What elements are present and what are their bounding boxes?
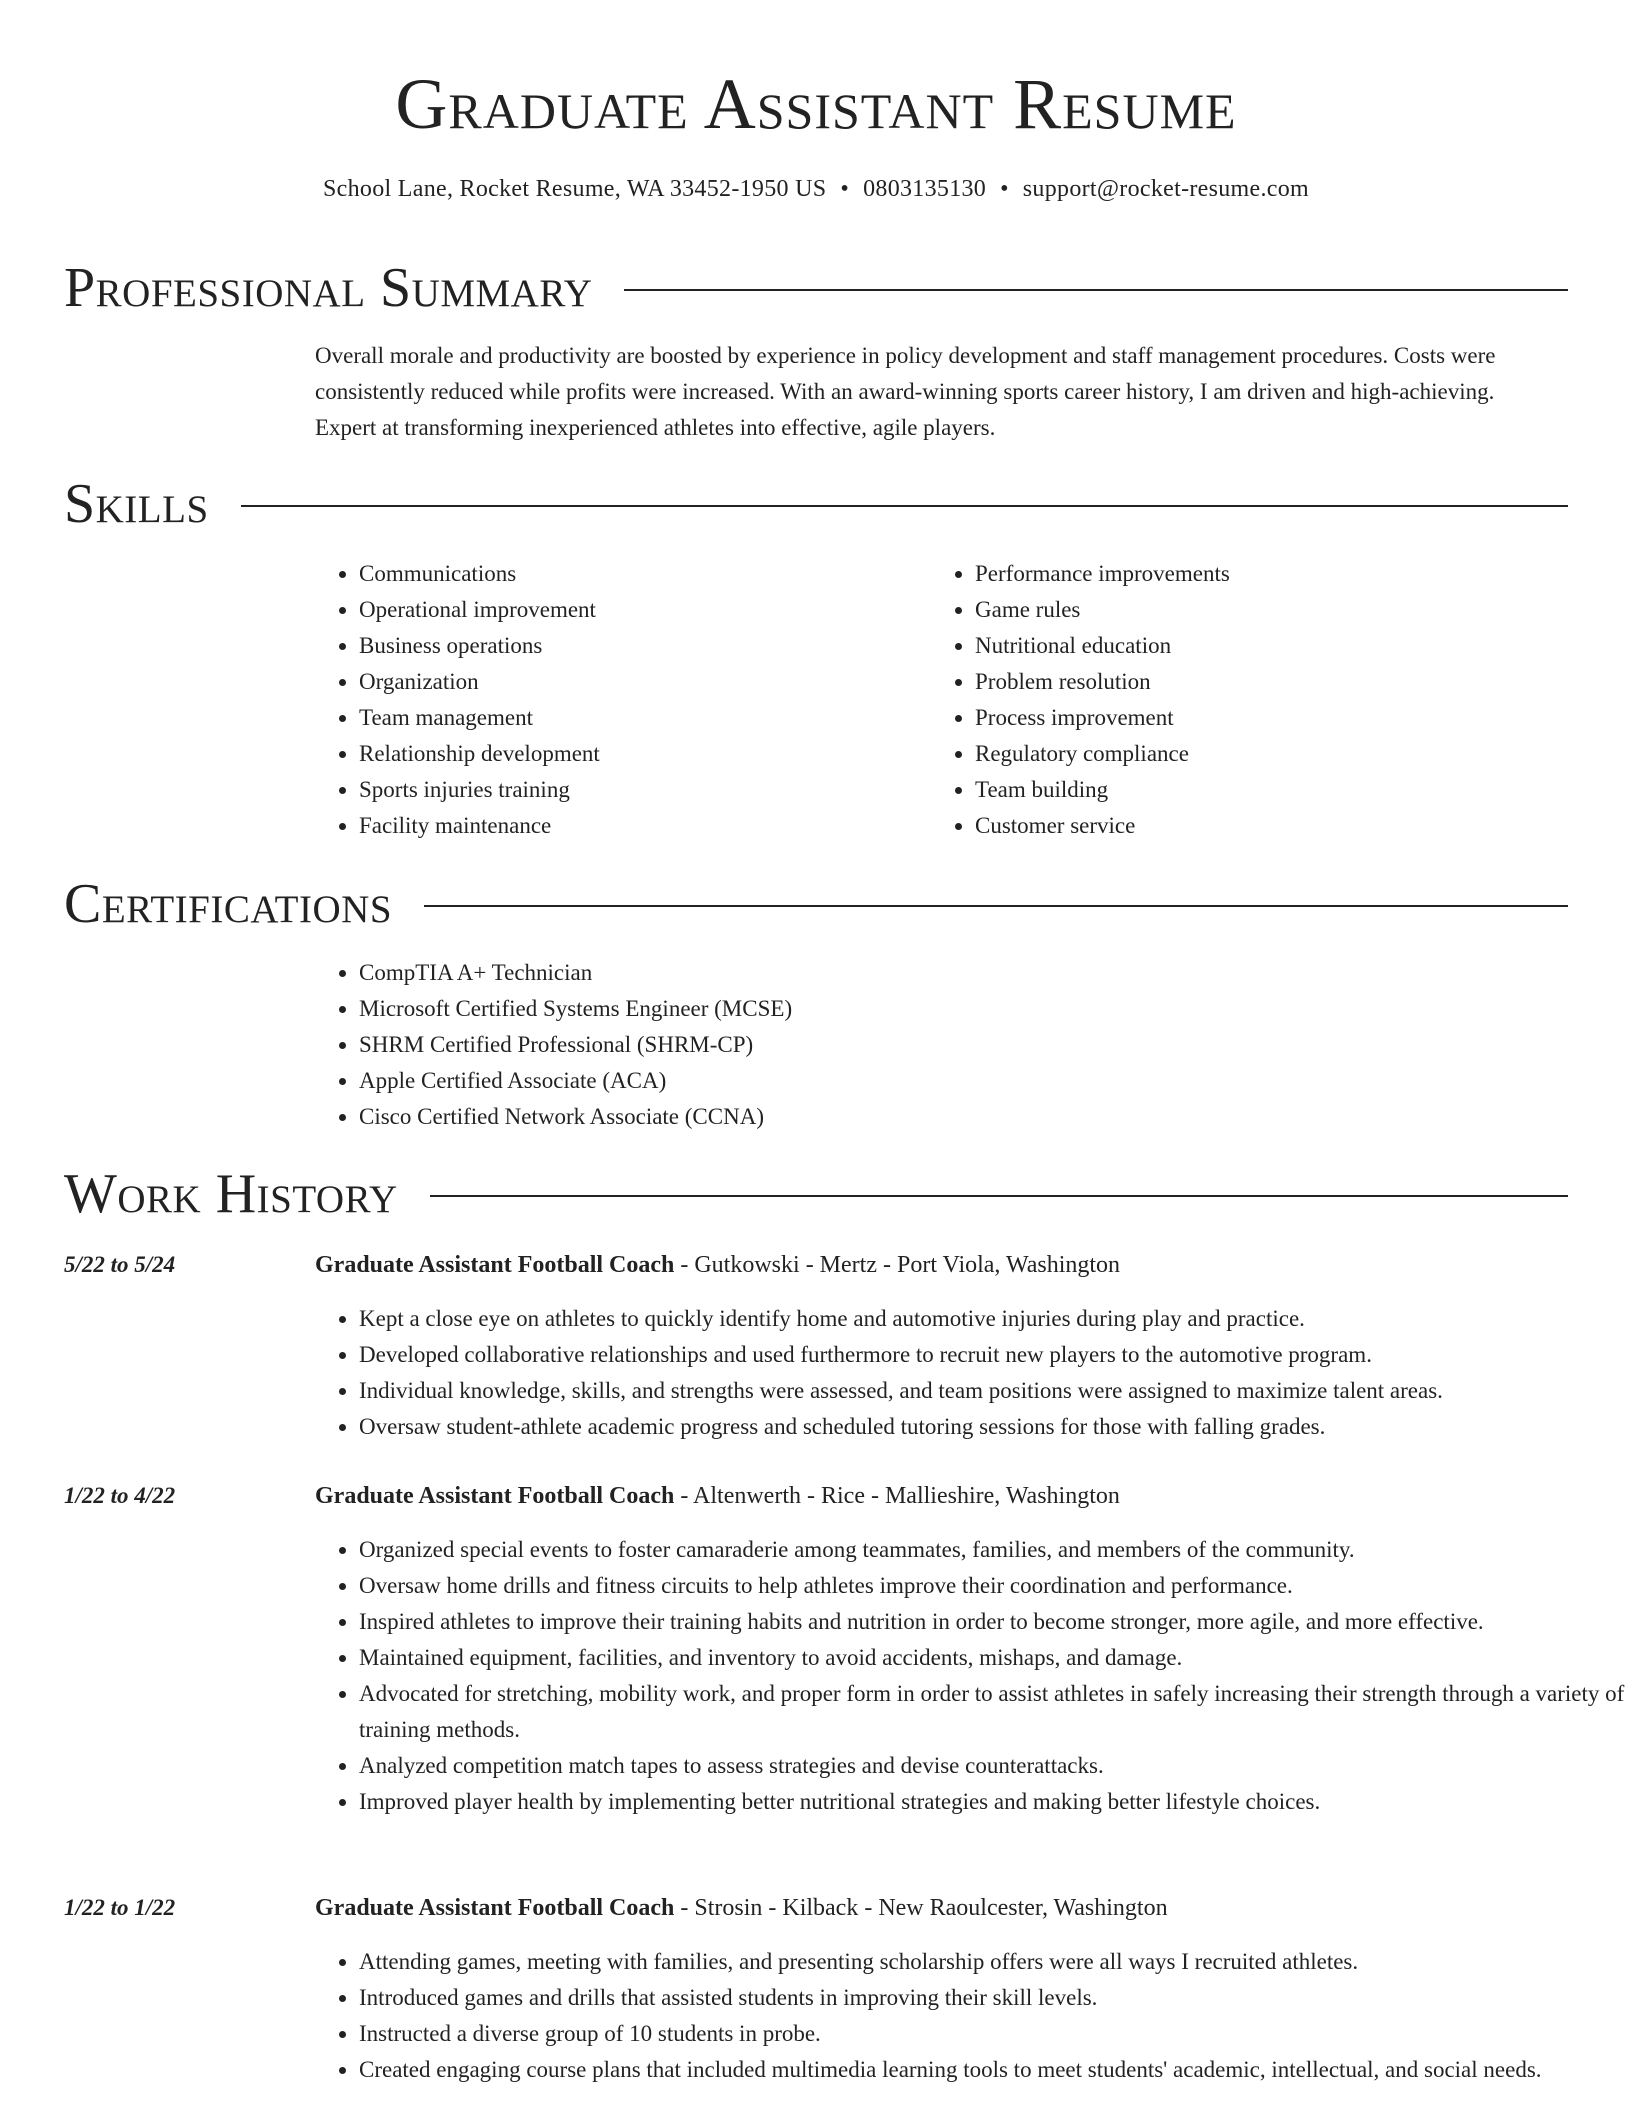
job-heading [315,1478,1120,1514]
job-bullet: • Kept a close eye on athletes to quickly identify home and automotive injuries during play and practice. [359,1301,1632,1337]
skill-item: • Customer service [975,808,1230,844]
skill-item: • Regulatory compliance [975,736,1230,772]
job-bullet: • Developed collaborative relationships and used furthermore to recruit new players to the automotive program. [359,1337,1632,1373]
job-bullet: • Oversaw home drills and fitness circuits to help athletes improve their coordination and performance. [359,1568,1632,1604]
job-title: Graduate Assistant Football Coach [315,1895,675,1921]
summary-heading: Professional Summary [64,257,593,319]
job-bullet: • Improved player health by implementing better nutritional strategies and making better lifestyle choices. [359,1784,1632,1820]
job-bullets [315,1532,1632,1820]
skills-list-left [315,556,600,844]
job-employer: - Altenwerth - Rice - Mallieshire, Washington [674,1483,1120,1509]
job-title: Graduate Assistant Football Coach [315,1483,675,1509]
section-divider [624,289,1568,291]
skill-item: • Team management [359,700,600,736]
summary-section-header [64,253,1568,323]
job-heading [315,1890,1168,1926]
job-dates: 1/22 to 1/22 [64,1895,176,1920]
certification-item: • SHRM Certified Professional (SHRM-CP) [359,1027,792,1063]
section-divider [430,1195,1568,1197]
job-bullet: • Analyzed competition match tapes to assess strategies and devise counterattacks. [359,1748,1632,1784]
job-bullet: • Inspired athletes to improve their training habits and nutrition in order to become stronger, more agile, and more effective. [359,1604,1632,1640]
skill-item: • Performance improvements [975,556,1230,592]
skills-section-header [64,469,1568,539]
certifications-heading: Certifications [64,873,393,935]
contact-separator: • [1000,176,1009,202]
job-heading [315,1247,1120,1283]
contact-phone: 0803135130 [863,176,987,202]
job-bullet: • Organized special events to foster camaraderie among teammates, families, and members of the community. [359,1532,1632,1568]
certifications-section-header [64,869,1568,939]
contact-separator: • [840,176,850,202]
job-bullet: • Introduced games and drills that assisted students in improving their skill levels. [359,1980,1632,2016]
skills-list-right [931,556,1230,844]
work-history-heading: Work History [64,1163,398,1225]
skill-item: • Nutritional education [975,628,1230,664]
skill-item: • Communications [359,556,600,592]
job-bullet: • Advocated for stretching, mobility work, and proper form in order to assist athletes in safely increasing their strength through a variety of training methods. [359,1676,1632,1748]
job-dates: 5/22 to 5/24 [64,1252,176,1277]
skill-item: • Process improvement [975,700,1230,736]
certification-item: • Microsoft Certified Systems Engineer (MCSE) [359,991,792,1027]
contact-email: support@rocket-resume.com [1022,176,1309,202]
job-bullets [315,1944,1632,2088]
job-dates: 1/22 to 4/22 [64,1483,176,1508]
skill-item: • Game rules [975,592,1230,628]
section-divider [241,505,1568,507]
skill-item: • Problem resolution [975,664,1230,700]
job-bullet: • Individual knowledge, skills, and strengths were assessed, and team positions were assigned to maximize talent areas. [359,1373,1632,1409]
skill-item: • Facility maintenance [359,808,600,844]
skill-item: • Sports injuries training [359,772,600,808]
section-divider [424,905,1568,907]
skills-heading: Skills [64,473,209,535]
job-employer: - Gutkowski - Mertz - Port Viola, Washington [674,1252,1121,1278]
skill-item: • Business operations [359,628,600,664]
contact-address: School Lane, Rocket Resume, WA 33452-1950 US [323,176,827,202]
job-bullet: • Oversaw student-athlete academic progress and scheduled tutoring sessions for those with falling grades. [359,1409,1632,1445]
work-history-section-header [64,1159,1568,1229]
skill-item: • Relationship development [359,736,600,772]
summary-text: Overall morale and productivity are boosted by experience in policy development and staff management procedures. Costs were consistently reduced while profits were increased. With an award-winning sports career history, I am driven and high-achieving. Expert at transforming inexperienced athletes into effective, agile players. [315,343,1496,440]
contact-line [0,172,1632,206]
job-employer: - Strosin - Kilback - New Raoulcester, Washington [674,1895,1168,1921]
job-bullet: • Created engaging course plans that included multimedia learning tools to meet students' academic, intellectual, and social needs. [359,2052,1632,2088]
skill-item: • Team building [975,772,1230,808]
certifications-list [315,955,792,1135]
certification-item: • Cisco Certified Network Associate (CCNA) [359,1099,792,1135]
skill-item: • Operational improvement [359,592,600,628]
job-bullet: • Attending games, meeting with families, and presenting scholarship offers were all ways I recruited athletes. [359,1944,1632,1980]
certification-item: • Apple Certified Associate (ACA) [359,1063,792,1099]
job-title: Graduate Assistant Football Coach [315,1252,675,1278]
job-bullet: • Instructed a diverse group of 10 students in probe. [359,2016,1632,2052]
job-bullets [315,1301,1632,1445]
certification-item: • CompTIA A+ Technician [359,955,792,991]
job-bullet: • Maintained equipment, facilities, and inventory to avoid accidents, mishaps, and damage. [359,1640,1632,1676]
resume-title: Graduate Assistant Resume [395,64,1237,144]
skill-item: • Organization [359,664,600,700]
